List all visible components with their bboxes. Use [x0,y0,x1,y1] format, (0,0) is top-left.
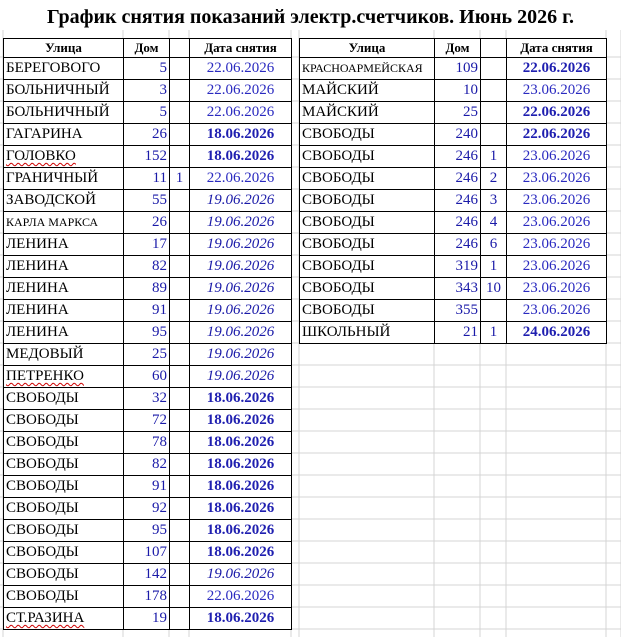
extra-cell [481,300,507,322]
header-street: Улица [300,39,435,58]
extra-cell [170,542,190,564]
street-cell: СВОБОДЫ [4,388,124,410]
header-date: Дата снятия [190,39,292,58]
extra-cell: 1 [481,322,507,344]
street-cell: СВОБОДЫ [300,124,435,146]
page-title: График снятия показаний электр.счетчиков. Июнь 2026 г. [47,6,574,28]
table-row [4,146,292,168]
extra-cell: 10 [481,278,507,300]
date-cell: 18.06.2026 [190,520,292,542]
header-date: Дата снятия [507,39,607,58]
date-cell: 19.06.2026 [190,344,292,366]
extra-cell [170,58,190,80]
date-cell: 24.06.2026 [507,322,607,344]
house-cell: 355 [435,300,481,322]
house-cell: 91 [124,300,170,322]
date-cell: 18.06.2026 [190,410,292,432]
left-table [3,38,292,630]
street-cell: СВОБОДЫ [4,432,124,454]
table-header-row [4,39,292,58]
date-cell: 18.06.2026 [190,432,292,454]
house-cell: 5 [124,58,170,80]
street-cell: БОЛЬНИЧНЫЙ [4,102,124,124]
street-cell: СВОБОДЫ [4,498,124,520]
house-cell: 246 [435,146,481,168]
street-cell: ЛЕНИНА [4,322,124,344]
date-cell: 22.06.2026 [507,102,607,124]
extra-cell [170,476,190,498]
street-cell: ЗАВОДСКОЙ [4,190,124,212]
house-cell: 178 [124,586,170,608]
house-cell: 19 [124,608,170,630]
street-cell: ГРАНИЧНЫЙ [4,168,124,190]
house-cell: 142 [124,564,170,586]
house-cell: 5 [124,102,170,124]
street-cell: СВОБОДЫ [4,586,124,608]
date-cell: 23.06.2026 [507,234,607,256]
house-cell: 89 [124,278,170,300]
table-row [300,234,607,256]
date-cell: 23.06.2026 [507,146,607,168]
table-row [300,124,607,146]
table-row [300,80,607,102]
table-row [4,234,292,256]
extra-cell [170,586,190,608]
table-row [4,388,292,410]
table-row [4,410,292,432]
house-cell: 246 [435,190,481,212]
extra-cell [170,454,190,476]
table-row [4,168,292,190]
extra-cell [170,234,190,256]
table-row [4,366,292,388]
extra-cell [170,498,190,520]
table-row [300,212,607,234]
street-cell: ПЕТРЕНКО [4,366,124,388]
extra-cell [481,102,507,124]
street-cell: СВОБОДЫ [300,168,435,190]
date-cell: 19.06.2026 [190,234,292,256]
house-cell: 95 [124,520,170,542]
house-cell: 55 [124,190,170,212]
extra-cell: 2 [481,168,507,190]
table-row [4,300,292,322]
street-cell: ШКОЛЬНЫЙ [300,322,435,344]
house-cell: 25 [124,344,170,366]
date-cell: 22.06.2026 [507,58,607,80]
table-row [300,146,607,168]
table-row [4,58,292,80]
house-cell: 21 [435,322,481,344]
extra-cell: 4 [481,212,507,234]
house-cell: 82 [124,256,170,278]
street-cell: СТ.РАЗИНА [4,608,124,630]
extra-cell: 1 [481,256,507,278]
house-cell: 11 [124,168,170,190]
date-cell: 19.06.2026 [190,278,292,300]
street-cell: СВОБОДЫ [4,564,124,586]
header-house: Дом [435,39,481,58]
date-cell: 18.06.2026 [190,608,292,630]
house-cell: 32 [124,388,170,410]
house-cell: 26 [124,212,170,234]
house-cell: 25 [435,102,481,124]
header-extra [170,39,190,58]
date-cell: 23.06.2026 [507,80,607,102]
street-cell: СВОБОДЫ [4,520,124,542]
table-row [300,256,607,278]
date-cell: 19.06.2026 [190,212,292,234]
date-cell: 22.06.2026 [507,124,607,146]
table-row [4,256,292,278]
extra-cell [170,80,190,102]
date-cell: 18.06.2026 [190,476,292,498]
table-row [300,278,607,300]
table-row [300,168,607,190]
date-cell: 22.06.2026 [190,58,292,80]
date-cell: 23.06.2026 [507,278,607,300]
table-row [4,278,292,300]
street-cell: СВОБОДЫ [4,542,124,564]
street-cell: ЛЕНИНА [4,278,124,300]
extra-cell: 3 [481,190,507,212]
date-cell: 22.06.2026 [190,102,292,124]
extra-cell [481,58,507,80]
extra-cell: 1 [170,168,190,190]
date-cell: 22.06.2026 [190,168,292,190]
street-cell: МАЙСКИЙ [300,80,435,102]
street-cell: СВОБОДЫ [300,190,435,212]
table-row [4,322,292,344]
table-row [4,608,292,630]
extra-cell [170,366,190,388]
table-row [300,102,607,124]
date-cell: 19.06.2026 [190,322,292,344]
table-row [4,586,292,608]
house-cell: 152 [124,146,170,168]
street-cell: МЕДОВЫЙ [4,344,124,366]
date-cell: 22.06.2026 [190,586,292,608]
date-cell: 23.06.2026 [507,212,607,234]
street-cell: СВОБОДЫ [4,410,124,432]
street-cell: СВОБОДЫ [300,234,435,256]
date-cell: 19.06.2026 [190,256,292,278]
street-cell: КРАСНОАРМЕЙСКАЯ [300,58,435,80]
extra-cell [170,564,190,586]
house-cell: 26 [124,124,170,146]
street-cell: БОЛЬНИЧНЫЙ [4,80,124,102]
table-row [300,190,607,212]
date-cell: 18.06.2026 [190,146,292,168]
street-cell: СВОБОДЫ [4,454,124,476]
house-cell: 3 [124,80,170,102]
table-row [300,300,607,322]
street-cell: СВОБОДЫ [300,300,435,322]
date-cell: 23.06.2026 [507,190,607,212]
extra-cell [170,124,190,146]
date-cell: 18.06.2026 [190,542,292,564]
date-cell: 22.06.2026 [190,80,292,102]
house-cell: 246 [435,168,481,190]
extra-cell [170,432,190,454]
house-cell: 92 [124,498,170,520]
extra-cell [170,410,190,432]
table-row [4,564,292,586]
house-cell: 95 [124,322,170,344]
date-cell: 23.06.2026 [507,168,607,190]
street-cell: ЛЕНИНА [4,300,124,322]
street-cell: СВОБОДЫ [300,256,435,278]
house-cell: 246 [435,212,481,234]
street-cell: СВОБОДЫ [4,476,124,498]
table-row [4,520,292,542]
house-cell: 246 [435,234,481,256]
street-cell: ГАГАРИНА [4,124,124,146]
date-cell: 23.06.2026 [507,256,607,278]
date-cell: 18.06.2026 [190,498,292,520]
house-cell: 82 [124,454,170,476]
date-cell: 18.06.2026 [190,388,292,410]
extra-cell [170,212,190,234]
extra-cell [170,520,190,542]
table-header-row [300,39,607,58]
street-cell: СВОБОДЫ [300,146,435,168]
street-cell: ГОЛОВКО [4,146,124,168]
extra-cell [170,300,190,322]
date-cell: 18.06.2026 [190,454,292,476]
house-cell: 17 [124,234,170,256]
table-row [4,80,292,102]
date-cell: 18.06.2026 [190,124,292,146]
street-cell: БЕРЕГОВОГО [4,58,124,80]
header-street: Улица [4,39,124,58]
extra-cell [170,190,190,212]
header-house: Дом [124,39,170,58]
table-row [4,542,292,564]
table-row [4,432,292,454]
right-table [299,38,607,344]
extra-cell [170,146,190,168]
house-cell: 319 [435,256,481,278]
extra-cell: 6 [481,234,507,256]
street-cell: СВОБОДЫ [300,278,435,300]
table-row [4,190,292,212]
house-cell: 91 [124,476,170,498]
table-row [4,498,292,520]
extra-cell [170,388,190,410]
table-row [4,102,292,124]
date-cell: 19.06.2026 [190,366,292,388]
header-extra [481,39,507,58]
extra-cell [170,256,190,278]
house-cell: 60 [124,366,170,388]
street-cell: МАЙСКИЙ [300,102,435,124]
street-cell: ЛЕНИНА [4,256,124,278]
house-cell: 109 [435,58,481,80]
date-cell: 19.06.2026 [190,300,292,322]
extra-cell [170,608,190,630]
extra-cell [481,80,507,102]
extra-cell [170,322,190,344]
extra-cell: 1 [481,146,507,168]
table-row [4,124,292,146]
table-row [300,58,607,80]
house-cell: 343 [435,278,481,300]
extra-cell [170,344,190,366]
house-cell: 107 [124,542,170,564]
extra-cell [481,124,507,146]
house-cell: 72 [124,410,170,432]
table-row [4,454,292,476]
table-row [4,212,292,234]
house-cell: 240 [435,124,481,146]
table-row [300,322,607,344]
extra-cell [170,278,190,300]
date-cell: 23.06.2026 [507,300,607,322]
street-cell: СВОБОДЫ [300,212,435,234]
street-cell: ЛЕНИНА [4,234,124,256]
date-cell: 19.06.2026 [190,190,292,212]
street-cell: КАРЛА МАРКСА [4,212,124,234]
date-cell: 19.06.2026 [190,564,292,586]
table-row [4,344,292,366]
table-row [4,476,292,498]
house-cell: 78 [124,432,170,454]
extra-cell [170,102,190,124]
house-cell: 10 [435,80,481,102]
